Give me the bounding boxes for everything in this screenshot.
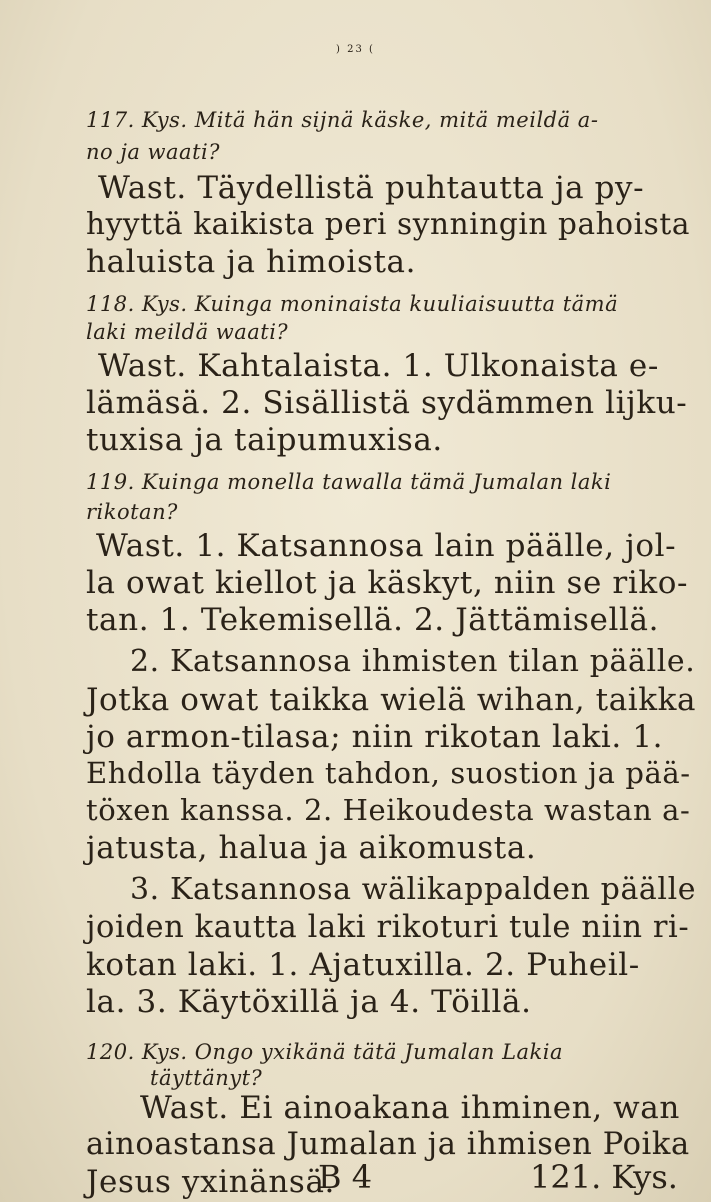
question-120-line-1: 120. Kys. Ongo yxikänä tätä Jumalan Lakia (86, 1040, 563, 1064)
answer-119-line-6: jo armon-tilasa; niin rikotan laki. 1. (86, 719, 664, 755)
answer-117-line-1: Wast. Täydellistä puhtautta ja py- (98, 170, 645, 206)
question-119-line-2: rikotan? (86, 500, 178, 524)
answer-119-line-1: Wast. 1. Katsannosa lain päälle, jol- (96, 528, 677, 564)
page-number-header: ) 23 ( (336, 44, 375, 55)
signature-mark: B 4 (318, 1158, 373, 1196)
question-118-line-2: laki meildä waati? (86, 320, 289, 344)
question-117-line-2: no ja waati? (86, 140, 220, 164)
question-119-line-1: 119. Kuinga monella tawalla tämä Jumalan laki (86, 470, 612, 494)
question-118-line-1: 118. Kys. Kuinga moninaista kuuliaisuutta tämä (86, 292, 619, 316)
answer-119-line-8: töxen kanssa. 2. Heikoudesta wastan a- (86, 793, 691, 827)
answer-118-line-1: Wast. Kahtalaista. 1. Ulkonaista e- (98, 348, 659, 384)
answer-119-line-11: joiden kautta laki rikoturi tule niin ri- (86, 910, 690, 945)
answer-119-line-2: la owat kiellot ja käskyt, niin se riko- (86, 565, 689, 601)
answer-119-line-9: jatusta, halua ja aikomusta. (86, 830, 537, 866)
answer-120-line-2: ainoastansa Jumalan ja ihmisen Poika (86, 1127, 690, 1162)
answer-117-line-2: hyyttä kaikista peri synningin pahoista (86, 207, 691, 241)
answer-117-line-3: haluista ja himoista. (86, 244, 417, 280)
answer-119-line-7: Ehdolla täyden tahdon, suostion ja pää- (86, 756, 691, 790)
answer-119-line-12: kotan laki. 1. Ajatuxilla. 2. Puheil- (86, 947, 640, 983)
question-117-line-1: 117. Kys. Mitä hän sijnä käske, mitä meildä a- (86, 108, 599, 132)
answer-119-line-10: 3. Katsannosa wälikappalden päälle (130, 872, 697, 907)
answer-119-line-13: la. 3. Käytöxillä ja 4. Töillä. (86, 984, 532, 1020)
answer-120-line-1: Wast. Ei ainoakana ihminen, wan (140, 1090, 680, 1126)
answer-119-line-4: 2. Katsannosa ihmisten tilan päälle. (130, 644, 696, 679)
answer-118-line-2: lämäsä. 2. Sisällistä sydämmen lijku- (86, 385, 688, 421)
answer-119-line-3: tan. 1. Tekemisellä. 2. Jättämisellä. (86, 602, 660, 638)
question-120-line-2: täyttänyt? (150, 1066, 263, 1090)
answer-119-line-5: Jotka owat taikka wielä wihan, taikka (86, 682, 697, 718)
catchword: 121. Kys. (530, 1158, 678, 1196)
answer-120-line-3: Jesus yxinänsä. (86, 1164, 335, 1200)
answer-118-line-3: tuxisa ja taipumuxisa. (86, 422, 443, 458)
